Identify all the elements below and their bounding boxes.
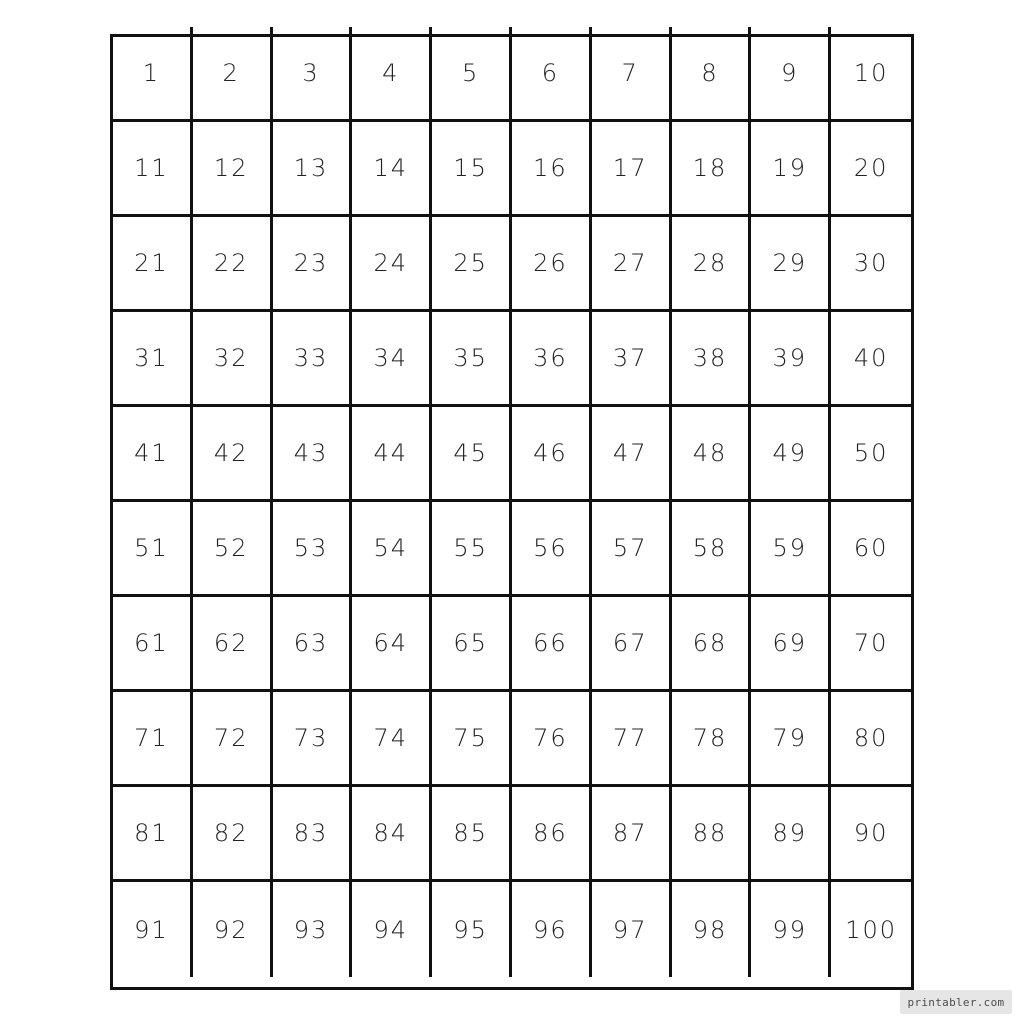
number-cell: 50: [831, 407, 911, 502]
number-cell: 9: [751, 27, 831, 122]
number-cell: 3: [273, 27, 353, 122]
number-cell: 66: [512, 597, 592, 692]
number-cell: 70: [831, 597, 911, 692]
number-cell: 26: [512, 217, 592, 312]
number-cell: 43: [273, 407, 353, 502]
hundreds-chart: [110, 34, 914, 990]
number-cell: 91: [113, 882, 193, 977]
number-cell: 55: [432, 502, 512, 597]
number-cell: 28: [672, 217, 752, 312]
number-cell: 73: [273, 692, 353, 787]
number-cell: 80: [831, 692, 911, 787]
number-cell: 13: [273, 122, 353, 217]
number-cell: 21: [113, 217, 193, 312]
number-cell: 14: [352, 122, 432, 217]
number-cell: 48: [672, 407, 752, 502]
number-cell: 65: [432, 597, 512, 692]
number-cell: 33: [273, 312, 353, 407]
number-cell: 63: [273, 597, 353, 692]
number-cell: 94: [352, 882, 432, 977]
number-cell: 40: [831, 312, 911, 407]
number-cell: 49: [751, 407, 831, 502]
number-cell: 71: [113, 692, 193, 787]
number-cell: 98: [672, 882, 752, 977]
number-cell: 74: [352, 692, 432, 787]
number-cell: 60: [831, 502, 911, 597]
number-cell: 2: [193, 27, 273, 122]
number-cell: 87: [592, 787, 672, 882]
number-cell: 86: [512, 787, 592, 882]
number-cell: 79: [751, 692, 831, 787]
number-cell: 76: [512, 692, 592, 787]
number-cell: 46: [512, 407, 592, 502]
number-cell: 61: [113, 597, 193, 692]
number-cell: 41: [113, 407, 193, 502]
number-cell: 53: [273, 502, 353, 597]
number-cell: 69: [751, 597, 831, 692]
number-cell: 39: [751, 312, 831, 407]
number-cell: 42: [193, 407, 273, 502]
number-cell: 30: [831, 217, 911, 312]
number-cell: 67: [592, 597, 672, 692]
number-cell: 52: [193, 502, 273, 597]
watermark: printabler.com: [900, 990, 1012, 1014]
number-cell: 19: [751, 122, 831, 217]
number-cell: 77: [592, 692, 672, 787]
number-cell: 16: [512, 122, 592, 217]
number-cell: 35: [432, 312, 512, 407]
number-cell: 92: [193, 882, 273, 977]
number-cell: 12: [193, 122, 273, 217]
number-cell: 58: [672, 502, 752, 597]
number-cell: 23: [273, 217, 353, 312]
number-cell: 36: [512, 312, 592, 407]
number-cell: 54: [352, 502, 432, 597]
number-cell: 6: [512, 27, 592, 122]
number-cell: 44: [352, 407, 432, 502]
number-cell: 72: [193, 692, 273, 787]
number-cell: 93: [273, 882, 353, 977]
number-cell: 17: [592, 122, 672, 217]
number-cell: 47: [592, 407, 672, 502]
number-cell: 99: [751, 882, 831, 977]
number-cell: 90: [831, 787, 911, 882]
number-cell: 34: [352, 312, 432, 407]
number-cell: 89: [751, 787, 831, 882]
number-cell: 10: [831, 27, 911, 122]
number-cell: 78: [672, 692, 752, 787]
number-cell: 81: [113, 787, 193, 882]
number-cell: 96: [512, 882, 592, 977]
number-cell: 32: [193, 312, 273, 407]
number-cell: 88: [672, 787, 752, 882]
number-cell: 68: [672, 597, 752, 692]
number-cell: 100: [845, 915, 897, 944]
number-cell: 57: [592, 502, 672, 597]
number-cell: 84: [352, 787, 432, 882]
number-cell: 75: [432, 692, 512, 787]
number-cell: 97: [592, 882, 672, 977]
number-cell: 7: [592, 27, 672, 122]
number-cell: 56: [512, 502, 592, 597]
number-cell: 51: [113, 502, 193, 597]
number-cell: 45: [432, 407, 512, 502]
number-cell: 83: [273, 787, 353, 882]
number-cell: 15: [432, 122, 512, 217]
number-cell: 24: [352, 217, 432, 312]
number-cell: 20: [831, 122, 911, 217]
number-cell: 18: [672, 122, 752, 217]
number-cell: 22: [193, 217, 273, 312]
number-cell: 31: [113, 312, 193, 407]
number-cell: 59: [751, 502, 831, 597]
number-cell: 11: [113, 122, 193, 217]
number-cell: 4: [352, 27, 432, 122]
number-cell: 62: [193, 597, 273, 692]
number-cell: 85: [432, 787, 512, 882]
number-grid: [113, 37, 911, 987]
number-cell: 27: [592, 217, 672, 312]
number-cell: 29: [751, 217, 831, 312]
number-cell: 95: [432, 882, 512, 977]
number-cell: 8: [672, 27, 752, 122]
number-cell: 25: [432, 217, 512, 312]
number-cell: 5: [432, 27, 512, 122]
number-cell: 64: [352, 597, 432, 692]
number-cell: 38: [672, 312, 752, 407]
number-cell: 1: [113, 27, 193, 122]
number-cell: 82: [193, 787, 273, 882]
number-cell: 37: [592, 312, 672, 407]
